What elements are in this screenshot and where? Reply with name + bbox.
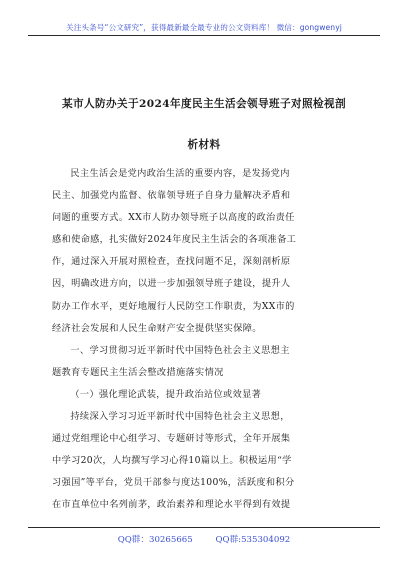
section-heading-line: 一、学习贯彻习近平新时代中国特色社会主义思想主 [70, 344, 290, 356]
document-title-line-2: 析材料 [187, 139, 221, 151]
header-ad-text: 关注头条号“公文研究”，获得最新最全最专业的公文资料库！ 微信：gongwenyj [66, 23, 342, 32]
body-line: 作，通过深入开展对照检查，查找问题不足，深刻剖析原 [52, 256, 291, 268]
document-title-line-1: 某市人防办关于2024年度民主生活会领导班子对照检视剖 [62, 98, 346, 110]
body-line: 持续深入学习习近平新时代中国特色社会主义思想， [70, 411, 290, 423]
footer-ad [0, 533, 408, 545]
subsection-heading: （一）强化理论武装，提升政治站位或效显著 [70, 388, 262, 400]
section-heading-line: 题教育专题民主生活会整改措施落实情况 [52, 366, 224, 378]
body-line: 民主、加强党内监督、依靠领导班子自身力量解决矛盾和 [52, 190, 291, 202]
body-line: 经济社会发展和人民生命财产安全提供坚实保障。 [52, 322, 262, 334]
body-line: 通过党组理论中心组学习、专题研讨等形式，全年开展集 [52, 433, 291, 445]
body-line: 民主生活会是党内政治生活的重要内容，是发扬党内 [70, 168, 290, 179]
body-line: 感和使命感，扎实做好2024年度民主生活会的各项准备工 [52, 234, 297, 246]
document-body [52, 163, 356, 517]
body-line: 中学习20次，人均撰写学习心得10篇以上。积极运用“学 [52, 455, 292, 467]
body-line: 习强国”等平台，党员干部参与度达100%，活跃度和积分 [52, 477, 295, 489]
footer-qq-group-2: QQ群:535304092 [215, 535, 291, 545]
footer-qq-group-1: QQ群：30265665 [117, 535, 193, 545]
header-divider [28, 35, 380, 36]
body-line: 在市直单位中名列前茅，政治素养和理论水平得到有效提 [52, 499, 291, 511]
body-line: 因，明确改进方向，以进一步加强领导班子建设，提升人 [52, 278, 291, 290]
body-line: 问题的重要方式。XX市人防办领导班子以高度的政治责任 [52, 212, 295, 224]
body-line: 防办工作水平，更好地履行人民防空工作职责，为XX市的 [52, 300, 295, 312]
footer-divider [28, 527, 380, 528]
